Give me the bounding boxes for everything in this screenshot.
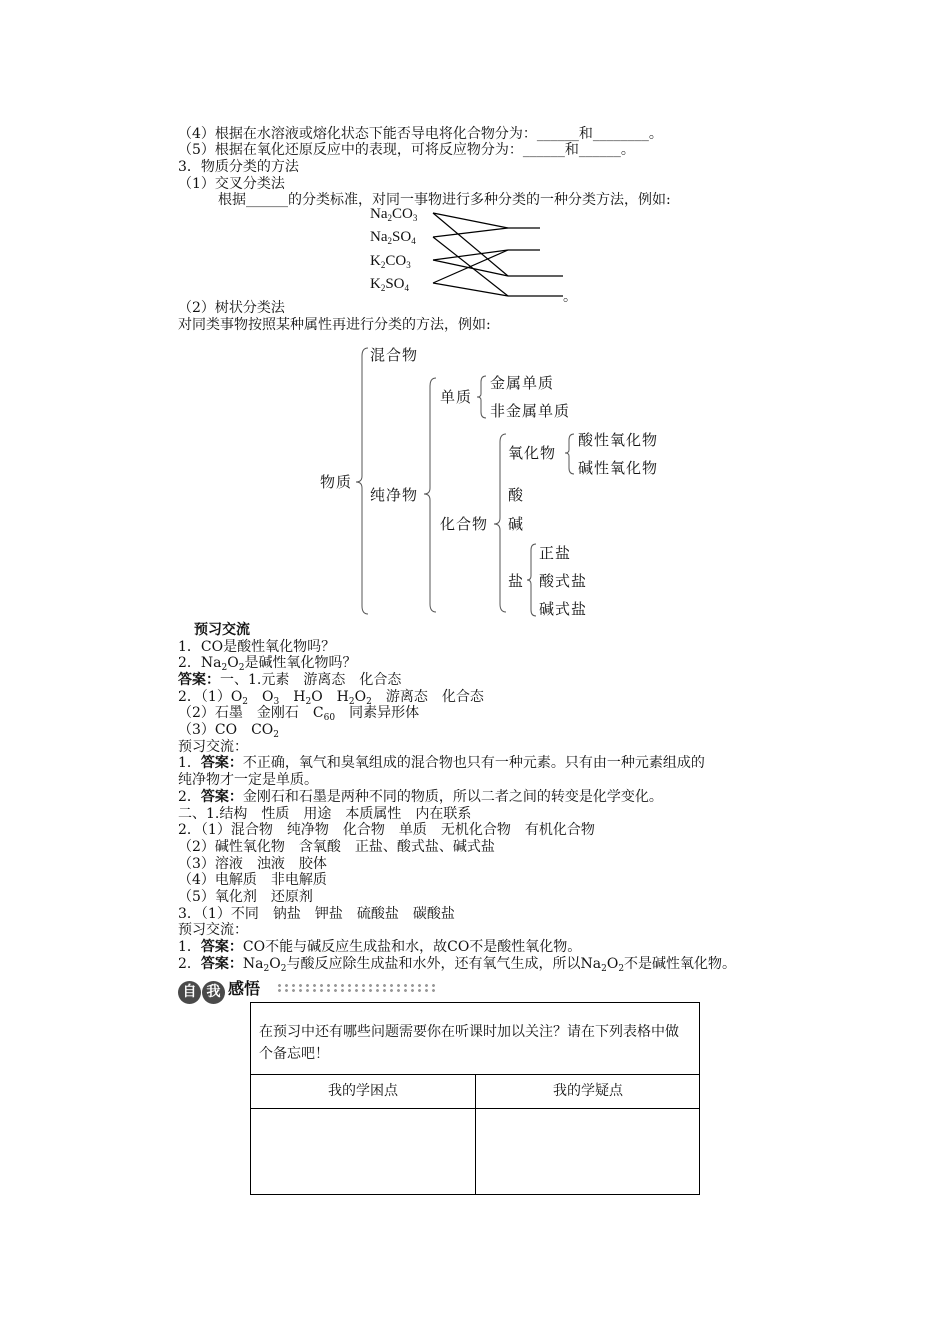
memo-intro: 在预习中还有哪些问题需要你在听课时加以关注？请在下列表格中做个备忘吧！ <box>259 1024 679 1062</box>
answer-line: 2．答案：金刚石和石墨是两种不同的物质，所以二者之间的转变是化学变化。 <box>178 789 663 805</box>
compound-label: $Na_2SO_4$ <box>370 229 416 246</box>
answer-line: （3）CO $CO_2$ <box>178 722 280 740</box>
answer-line: 1．答案：不正确，氧气和臭氧组成的混合物也只有一种元素。只有由一种元素组成的 <box>178 755 705 771</box>
compound-label: $Na_2CO_3$ <box>370 206 418 223</box>
text-line: 3．物质分类的方法 <box>178 159 299 175</box>
tree-node: 酸 <box>508 486 525 504</box>
tree-node: 金属单质 <box>490 374 555 392</box>
tree-node: 碱性氧化物 <box>578 459 659 477</box>
tree-node: 单质 <box>440 388 473 406</box>
answer-line: （4）电解质 非电解质 <box>178 872 327 888</box>
tree-node: 正盐 <box>539 544 572 562</box>
answer-line: （2）石墨 金刚石 $C_{60}$ 同素异形体 <box>178 705 420 723</box>
tree-node: 非金属单质 <box>490 402 571 420</box>
reflection-badge: 自 <box>178 981 201 1004</box>
tree-node: 酸性氧化物 <box>578 431 659 449</box>
text-line: （4）根据在水溶液或熔化状态下能否导电将化合物分为：______和________。 <box>178 126 663 142</box>
text-line: 对同类事物按照某种属性再进行分类的方法，例如: <box>178 317 491 333</box>
text-line: （1）交叉分类法 <box>178 176 285 192</box>
reflection-heading <box>178 976 260 1000</box>
answer-line: 答案：一、1.元素 游离态 化合态 <box>178 672 402 688</box>
tree-node: 碱式盐 <box>539 600 588 618</box>
tree-node: 纯净物 <box>370 486 419 504</box>
question-line: 1．CO是酸性氧化物吗？ <box>178 639 336 655</box>
tree-node: 碱 <box>508 515 525 533</box>
tree-node: 氧化物 <box>508 444 557 462</box>
answer-line: 二、1.结构 性质 用途 本质属性 内在联系 <box>178 806 472 822</box>
memo-col-doubts: 我的学疑点 <box>553 1083 623 1099</box>
answer-line: 预习交流： <box>178 922 248 938</box>
answer-line: 2．$(1)O_2$ $O_3$ $H_2O$ $H_2O_2$ 游离态 化合态 <box>178 689 484 707</box>
dotted-divider <box>276 983 438 993</box>
answer-line: 纯净物才一定是单质。 <box>178 772 318 788</box>
text-line: （5）根据在氧化还原反应中的表现，可将反应物分为：______和______。 <box>178 142 635 158</box>
end-mark: 。 <box>563 289 577 305</box>
compound-label: $K_2CO_3$ <box>370 253 411 270</box>
answer-line: （2）碱性氧化物 含氧酸 正盐、酸式盐、碱式盐 <box>178 839 495 855</box>
tree-node: 化合物 <box>440 515 489 533</box>
compound-label: $K_2SO_4$ <box>370 276 410 293</box>
tree-node: 混合物 <box>370 346 419 364</box>
tree-node: 盐 <box>508 572 525 590</box>
answer-line: 3．（1）不同 钠盐 钾盐 硫酸盐 碳酸盐 <box>178 906 455 922</box>
text-line: （2）树状分类法 <box>178 300 285 316</box>
answer-line: （3）溶液 浊液 胶体 <box>178 856 327 872</box>
tree-node: 酸式盐 <box>539 572 588 590</box>
tree-root: 物质 <box>320 473 353 491</box>
text-line: 根据______的分类标准，对同一事物进行多种分类的一种分类方法，例如: <box>218 192 671 208</box>
reflection-title: 感悟 <box>228 979 261 998</box>
memo-table <box>250 1002 700 1195</box>
answer-line: 2．（1）混合物 纯净物 化合物 单质 无机化合物 有机化合物 <box>178 822 595 838</box>
answer-line: （5）氧化剂 还原剂 <box>178 889 313 905</box>
question-line: 2．$Na_2O_2$是碱性氧化物吗？ <box>178 655 357 673</box>
answer-line: 2．答案：$Na_2O_2$与酸反应除生成盐和水外，还有氧气生成，所以$Na_2O_2$不是碱性氧化物。 <box>178 956 737 974</box>
section-heading: 预习交流 <box>194 622 250 638</box>
memo-col-difficulties: 我的学困点 <box>328 1083 398 1099</box>
reflection-badge: 我 <box>202 981 225 1004</box>
answer-line: 1．答案：CO不能与碱反应生成盐和水，故CO不是酸性氧化物。 <box>178 939 582 955</box>
answer-line: 预习交流： <box>178 739 248 755</box>
